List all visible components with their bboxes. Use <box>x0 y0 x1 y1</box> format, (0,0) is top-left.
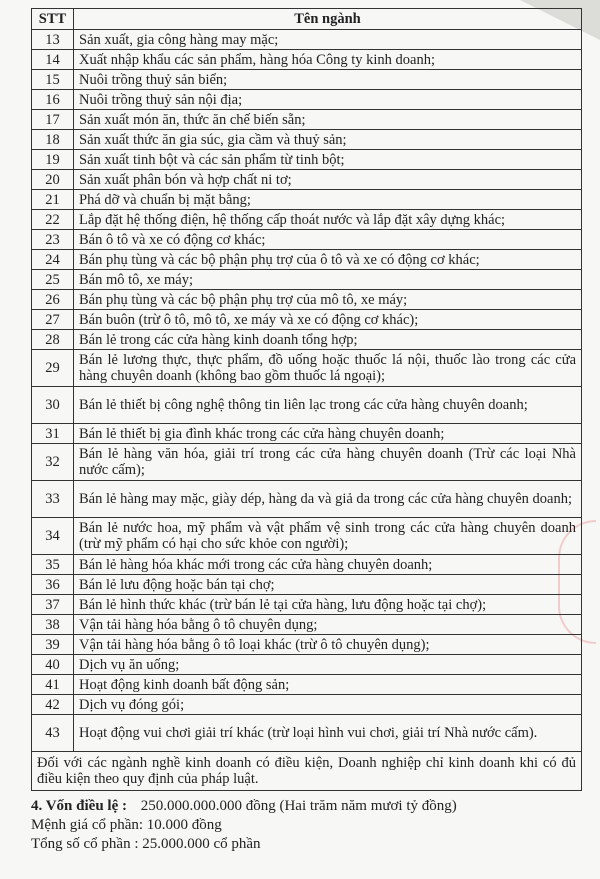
row-business-name: Bán phụ tùng và các bộ phận phụ trợ của ô tô và xe có động cơ khác; <box>74 250 582 270</box>
par-value: Mệnh giá cổ phần: 10.000 đồng <box>31 817 222 833</box>
table-row <box>32 424 582 444</box>
capital-row <box>31 797 591 816</box>
row-stt: 32 <box>32 444 74 481</box>
table-row <box>32 695 582 715</box>
row-stt: 19 <box>32 150 74 170</box>
row-business-name: Bán lẻ lưu động hoặc bán tại chợ; <box>74 575 582 595</box>
row-business-name: Nuôi trồng thuỷ sản nội địa; <box>74 90 582 110</box>
row-stt: 34 <box>32 518 74 555</box>
row-business-name: Bán lẻ hàng may mặc, giày dép, hàng da và giả da trong các cửa hàng chuyên doanh; <box>74 481 582 518</box>
row-business-name: Bán lẻ hình thức khác (trừ bán lẻ tại cửa hàng, lưu động hoặc tại chợ); <box>74 595 582 615</box>
row-business-name: Phá dỡ và chuẩn bị mặt bằng; <box>74 190 582 210</box>
row-business-name: Hoạt động vui chơi giải trí khác (trừ loại hình vui chơi, giải trí Nhà nước cấm). <box>74 715 582 752</box>
row-stt: 16 <box>32 90 74 110</box>
table-row <box>32 190 582 210</box>
row-business-name: Bán mô tô, xe máy; <box>74 270 582 290</box>
capital-label: 4. Vốn điều lệ : <box>31 798 127 814</box>
table-row <box>32 290 582 310</box>
row-business-name: Vận tải hàng hóa bằng ô tô chuyên dụng; <box>74 615 582 635</box>
row-business-name: Bán lẻ thiết bị gia đình khác trong các cửa hàng chuyên doanh; <box>74 424 582 444</box>
table-row <box>32 444 582 481</box>
row-stt: 36 <box>32 575 74 595</box>
table-row <box>32 310 582 330</box>
table-row <box>32 230 582 250</box>
row-business-name: Bán lẻ lương thực, thực phẩm, đồ uống hoặc thuốc lá nội, thuốc lào trong các cửa hàng chuyên doanh (không bao gồm thuốc lá ngoại); <box>74 350 582 387</box>
table-row <box>32 518 582 555</box>
row-stt: 13 <box>32 30 74 50</box>
table-row <box>32 110 582 130</box>
table-row <box>32 655 582 675</box>
row-stt: 17 <box>32 110 74 130</box>
table-row <box>32 270 582 290</box>
row-stt: 41 <box>32 675 74 695</box>
table-row <box>32 675 582 695</box>
row-business-name: Bán lẻ trong các cửa hàng kinh doanh tổng hợp; <box>74 330 582 350</box>
table-row <box>32 250 582 270</box>
table-row <box>32 387 582 424</box>
row-business-name: Bán lẻ nước hoa, mỹ phẩm và vật phẩm vệ sinh trong các cửa hàng chuyên doanh (trừ mỹ phẩm có hại cho sức khỏe con người); <box>74 518 582 555</box>
header-stt: STT <box>32 9 74 30</box>
row-stt: 20 <box>32 170 74 190</box>
table-row <box>32 555 582 575</box>
row-stt: 28 <box>32 330 74 350</box>
table-row <box>32 130 582 150</box>
table-row <box>32 30 582 50</box>
table-row <box>32 330 582 350</box>
table-row <box>32 70 582 90</box>
row-stt: 38 <box>32 615 74 635</box>
row-business-name: Bán lẻ hàng hóa khác mới trong các cửa hàng chuyên doanh; <box>74 555 582 575</box>
table-row <box>32 595 582 615</box>
row-stt: 42 <box>32 695 74 715</box>
row-stt: 31 <box>32 424 74 444</box>
conditional-business-note: Đối với các ngành nghề kinh doanh có điều kiện, Doanh nghiệp chỉ kinh doanh khi có đủ điều kiện theo quy định của pháp luật. <box>32 752 582 791</box>
table-body <box>32 30 582 752</box>
table-header-row <box>32 9 582 30</box>
row-business-name: Bán lẻ thiết bị công nghệ thông tin liên lạc trong các cửa hàng chuyên doanh; <box>74 387 582 424</box>
row-business-name: Vận tải hàng hóa bằng ô tô loại khác (trừ ô tô chuyên dụng); <box>74 635 582 655</box>
business-lines-table <box>31 8 582 791</box>
row-business-name: Lắp đặt hệ thống điện, hệ thống cấp thoát nước và lắp đặt xây dựng khác; <box>74 210 582 230</box>
total-shares: Tổng số cổ phần : 25.000.000 cổ phần <box>31 836 261 852</box>
row-business-name: Sản xuất thức ăn gia súc, gia cầm và thuỷ sản; <box>74 130 582 150</box>
row-business-name: Xuất nhập khẩu các sản phẩm, hàng hóa Công ty kinh doanh; <box>74 50 582 70</box>
table-row <box>32 350 582 387</box>
row-stt: 35 <box>32 555 74 575</box>
row-stt: 26 <box>32 290 74 310</box>
row-business-name: Nuôi trồng thuỷ sản biển; <box>74 70 582 90</box>
table-row <box>32 90 582 110</box>
table-row <box>32 210 582 230</box>
row-business-name: Bán ô tô và xe có động cơ khác; <box>74 230 582 250</box>
table-row <box>32 715 582 752</box>
table-row <box>32 150 582 170</box>
capital-value: 250.000.000.000 đồng (Hai trăm năm mươi tỷ đồng) <box>140 798 457 814</box>
row-stt: 24 <box>32 250 74 270</box>
row-business-name: Dịch vụ ăn uống; <box>74 655 582 675</box>
table-row <box>32 635 582 655</box>
table-row <box>32 615 582 635</box>
row-business-name: Bán lẻ hàng văn hóa, giải trí trong các cửa hàng chuyên doanh (Trừ các loại Nhà nước cấm); <box>74 444 582 481</box>
row-stt: 40 <box>32 655 74 675</box>
table-row <box>32 481 582 518</box>
row-business-name: Sản xuất, gia công hàng may mặc; <box>74 30 582 50</box>
row-business-name: Sản xuất phân bón và hợp chất ni tơ; <box>74 170 582 190</box>
table-note-row <box>32 752 582 791</box>
charter-capital-section <box>31 797 591 854</box>
row-business-name: Bán phụ tùng và các bộ phận phụ trợ của mô tô, xe máy; <box>74 290 582 310</box>
row-business-name: Sản xuất tinh bột và các sản phẩm từ tinh bột; <box>74 150 582 170</box>
table-row <box>32 170 582 190</box>
row-stt: 14 <box>32 50 74 70</box>
row-stt: 43 <box>32 715 74 752</box>
row-stt: 15 <box>32 70 74 90</box>
row-stt: 22 <box>32 210 74 230</box>
row-stt: 37 <box>32 595 74 615</box>
row-stt: 29 <box>32 350 74 387</box>
row-stt: 23 <box>32 230 74 250</box>
table-row <box>32 575 582 595</box>
row-business-name: Sản xuất món ăn, thức ăn chế biến sẵn; <box>74 110 582 130</box>
table-row <box>32 50 582 70</box>
row-stt: 33 <box>32 481 74 518</box>
row-stt: 39 <box>32 635 74 655</box>
row-stt: 21 <box>32 190 74 210</box>
header-name: Tên ngành <box>74 9 582 30</box>
row-stt: 25 <box>32 270 74 290</box>
row-business-name: Dịch vụ đóng gói; <box>74 695 582 715</box>
row-stt: 18 <box>32 130 74 150</box>
row-stt: 27 <box>32 310 74 330</box>
row-business-name: Hoạt động kinh doanh bất động sản; <box>74 675 582 695</box>
row-business-name: Bán buôn (trừ ô tô, mô tô, xe máy và xe có động cơ khác); <box>74 310 582 330</box>
row-stt: 30 <box>32 387 74 424</box>
